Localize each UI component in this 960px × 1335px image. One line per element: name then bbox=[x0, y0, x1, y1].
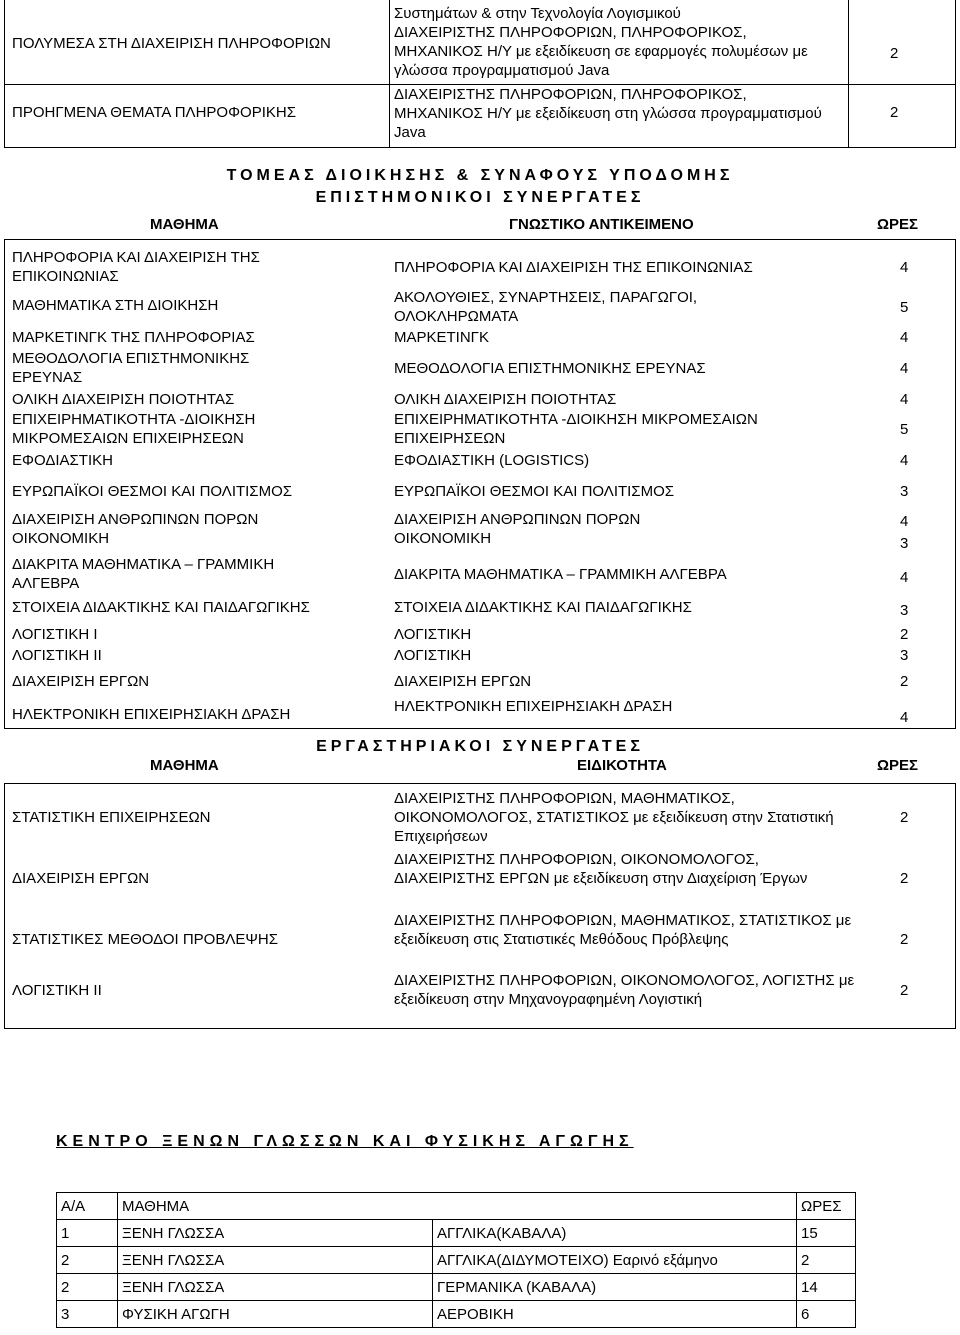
course-cell: ΟΛΙΚΗ ΔΙΑΧΕΙΡΙΣΗ ΠΟΙΟΤΗΤΑΣ bbox=[12, 391, 235, 408]
spec-cell: ΔΙΑΧΕΙΡΙΣΤΗΣ ΠΛΗΡΟΦΟΡΙΩΝ, ΟΙΚΟΝΟΜΟΛΟΓΟΣ, ΔΙΑΧΕΙΡΙΣΤΗΣ ΕΡΓΩΝ με εξειδίκευση στην Διαχείριση Έργων bbox=[394, 851, 808, 887]
col-header-hours: ΩΡΕΣ bbox=[877, 757, 919, 774]
course-cell: ΛΟΓΙΣΤΙΚΗ ΙΙ bbox=[12, 982, 102, 999]
subject-cell: ΟΛΙΚΗ ΔΙΑΧΕΙΡΙΣΗ ΠΟΙΟΤΗΤΑΣ bbox=[394, 391, 617, 408]
course-cell: ΛΟΓΙΣΤΙΚΗ ΙΙ bbox=[12, 647, 102, 664]
col-header-course: ΜΑΘΗΜΑ bbox=[150, 757, 219, 774]
subject-cell: ΜΑΡΚΕΤΙΝΓΚ bbox=[394, 329, 489, 346]
subject-cell: ΑΚΟΛΟΥΘΙΕΣ, ΣΥΝΑΡΤΗΣΕΙΣ, ΠΑΡΑΓΩΓΟΙ, ΟΛΟΚΛΗΡΩΜΑΤΑ bbox=[394, 289, 698, 325]
subject-cell: ΠΛΗΡΟΦΟΡΙΑ ΚΑΙ ΔΙΑΧΕΙΡΙΣΗ ΤΗΣ ΕΠΙΚΟΙΝΩΝΙΑΣ bbox=[394, 259, 753, 276]
col-header-num: Α/Α bbox=[57, 1193, 118, 1220]
border bbox=[4, 783, 956, 784]
lab-title: ΕΡΓΑΣΤΗΡΙΑΚΟΙ ΣΥΝΕΡΓΑΤΕΣ bbox=[316, 738, 644, 755]
border bbox=[4, 783, 5, 1029]
course-cell: ΜΑΘΗΜΑΤΙΚΑ ΣΤΗ ΔΙΟΙΚΗΣΗ bbox=[12, 297, 219, 314]
hours-cell: 2 bbox=[900, 870, 909, 887]
hours-cell: 3 bbox=[900, 535, 909, 552]
course-cell: ΗΛΕΚΤΡΟΝΙΚΗ ΕΠΙΧΕΙΡΗΣΙΑΚΗ ΔΡΑΣΗ bbox=[12, 706, 291, 723]
col-header-course: ΜΑΘΗΜΑ bbox=[118, 1193, 797, 1220]
subject-cell: ΔΙΑΚΡΙΤΑ ΜΑΘΗΜΑΤΙΚΑ – ΓΡΑΜΜΙΚΗ ΑΛΓΕΒΡΑ bbox=[394, 566, 727, 583]
course-cell: ΣΤΑΤΙΣΤΙΚΗ ΕΠΙΧΕΙΡΗΣΕΩΝ bbox=[12, 809, 211, 826]
detail-cell: ΑΕΡΟΒΙΚΗ bbox=[433, 1301, 797, 1328]
course-cell: ΕΦΟΔΙΑΣΤΙΚΗ bbox=[12, 452, 113, 469]
table-row bbox=[57, 1247, 856, 1274]
subject-cell: ΛΟΓΙΣΤΙΚΗ bbox=[394, 647, 472, 664]
table-header-row bbox=[57, 1193, 856, 1220]
course-cell: ΞΕΝΗ ΓΛΩΣΣΑ bbox=[118, 1274, 433, 1301]
hours-cell: 4 bbox=[900, 360, 909, 377]
spec-cell: ΔΙΑΧΕΙΡΙΣΤΗΣ ΠΛΗΡΟΦΟΡΙΩΝ, ΜΑΘΗΜΑΤΙΚΟΣ, ΣΤΑΤΙΣΤΙΚΟΣ με εξειδίκευση στις Στατιστικές Μεθόδους Πρόβλεψης bbox=[394, 912, 852, 948]
hours-cell: 4 bbox=[900, 259, 909, 276]
course-cell: ΔΙΑΧΕΙΡΙΣΗ ΑΝΘΡΩΠΙΝΩΝ ΠΟΡΩΝ bbox=[12, 511, 259, 528]
course-cell: ΜΑΡΚΕΤΙΝΓΚ ΤΗΣ ΠΛΗΡΟΦΟΡΙΑΣ bbox=[12, 329, 255, 346]
course-cell: ΛΟΓΙΣΤΙΚΗ Ι bbox=[12, 626, 98, 643]
hours-cell: 2 bbox=[797, 1247, 856, 1274]
hours-cell: 4 bbox=[900, 709, 909, 726]
subject-cell: ΟΙΚΟΝΟΜΙΚΗ bbox=[394, 530, 492, 547]
detail-cell: ΑΓΓΛΙΚΑ(ΔΙΔΥΜΟΤΕΙΧΟ) Εαρινό εξάμηνο bbox=[433, 1247, 797, 1274]
table-row bbox=[57, 1274, 856, 1301]
hours-cell: 2 bbox=[900, 809, 909, 826]
border bbox=[4, 239, 956, 240]
col-header-spec: ΕΙΔΙΚΟΤΗΤΑ bbox=[577, 757, 667, 774]
course-cell: ΠΟΛΥΜΕΣΑ ΣΤΗ ΔΙΑΧΕΙΡΙΣΗ ΠΛΗΡΟΦΟΡΙΩΝ bbox=[12, 35, 331, 52]
hours-cell: 4 bbox=[900, 513, 909, 530]
subject-cell: ΗΛΕΚΤΡΟΝΙΚΗ ΕΠΙΧΕΙΡΗΣΙΑΚΗ ΔΡΑΣΗ bbox=[394, 698, 673, 715]
spec-cell: ΔΙΑΧΕΙΡΙΣΤΗΣ ΠΛΗΡΟΦΟΡΙΩΝ, ΠΛΗΡΟΦΟΡΙΚΟΣ, ΜΗΧΑΝΙΚΟΣ Η/Υ με εξειδίκευση στη γλώσσα προγραμματισμού Java bbox=[394, 86, 822, 141]
border bbox=[955, 239, 956, 729]
course-cell: ΔΙΑΧΕΙΡΙΣΗ ΕΡΓΩΝ bbox=[12, 673, 150, 690]
course-cell: ΜΕΘΟΔΟΛΟΓΙΑ ΕΠΙΣΤΗΜΟΝΙΚΗΣ ΕΡΕΥΝΑΣ bbox=[12, 350, 250, 386]
border bbox=[4, 147, 956, 148]
hours-cell: 2 bbox=[900, 626, 909, 643]
num-cell: 1 bbox=[57, 1220, 118, 1247]
hours-cell: 4 bbox=[900, 569, 909, 586]
border bbox=[4, 239, 5, 729]
table-row bbox=[57, 1301, 856, 1328]
detail-cell: ΑΓΓΛΙΚΑ(ΚΑΒΑΛΑ) bbox=[433, 1220, 797, 1247]
border bbox=[955, 783, 956, 1029]
hours-cell: 4 bbox=[900, 329, 909, 346]
col-header-hours: ΩΡΕΣ bbox=[797, 1193, 856, 1220]
course-cell: ΞΕΝΗ ΓΛΩΣΣΑ bbox=[118, 1220, 433, 1247]
spec-cell: ΔΙΑΧΕΙΡΙΣΤΗΣ ΠΛΗΡΟΦΟΡΙΩΝ, ΟΙΚΟΝΟΜΟΛΟΓΟΣ, ΛΟΓΙΣΤΗΣ με εξειδίκευση στην Μηχανογραφημένη Λογιστική bbox=[394, 972, 855, 1008]
subject-cell: ΜΕΘΟΔΟΛΟΓΙΑ ΕΠΙΣΤΗΜΟΝΙΚΗΣ ΕΡΕΥΝΑΣ bbox=[394, 360, 706, 377]
col-header-course: ΜΑΘΗΜΑ bbox=[150, 216, 219, 233]
hours-cell: 3 bbox=[900, 647, 909, 664]
detail-cell: ΓΕΡΜΑΝΙΚΑ (ΚΑΒΑΛΑ) bbox=[433, 1274, 797, 1301]
course-cell: ΔΙΑΧΕΙΡΙΣΗ ΕΡΓΩΝ bbox=[12, 870, 150, 887]
course-cell: ΔΙΑΚΡΙΤΑ ΜΑΘΗΜΑΤΙΚΑ – ΓΡΑΜΜΙΚΗ ΑΛΓΕΒΡΑ bbox=[12, 556, 275, 592]
course-cell: ΕΠΙΧΕΙΡΗΜΑΤΙΚΟΤΗΤΑ -ΔΙΟΙΚΗΣΗ ΜΙΚΡΟΜΕΣΑΙΩΝ ΕΠΙΧΕΙΡΗΣΕΩΝ bbox=[12, 411, 256, 447]
spec-cell: Συστημάτων & στην Τεχνολογία Λογισμικού bbox=[394, 5, 681, 22]
hours-cell: 3 bbox=[900, 483, 909, 500]
sector-title: ΤΟΜΕΑΣ ΔΙΟΙΚΗΣΗΣ & ΣΥΝΑΦΟΥΣ ΥΠΟΔΟΜΗΣ bbox=[226, 167, 734, 184]
border bbox=[389, 0, 390, 148]
course-cell: ΠΡΟΗΓΜΕΝΑ ΘΕΜΑΤΑ ΠΛΗΡΟΦΟΡΙΚΗΣ bbox=[12, 104, 297, 121]
hours-cell: 2 bbox=[890, 104, 899, 121]
subject-cell: ΕΦΟΔΙΑΣΤΙΚΗ (LOGISTICS) bbox=[394, 452, 590, 469]
course-cell: ΕΥΡΩΠΑΪΚΟΙ ΘΕΣΜΟΙ ΚΑΙ ΠΟΛΙΤΙΣΜΟΣ bbox=[12, 483, 293, 500]
num-cell: 2 bbox=[57, 1274, 118, 1301]
hours-cell: 3 bbox=[900, 602, 909, 619]
num-cell: 2 bbox=[57, 1247, 118, 1274]
hours-cell: 6 bbox=[797, 1301, 856, 1328]
subject-cell: ΕΠΙΧΕΙΡΗΜΑΤΙΚΟΤΗΤΑ -ΔΙΟΙΚΗΣΗ ΜΙΚΡΟΜΕΣΑΙΩΝ ΕΠΙΧΕΙΡΗΣΕΩΝ bbox=[394, 411, 758, 447]
spec-cell: ΔΙΑΧΕΙΡΙΣΤΗΣ ΠΛΗΡΟΦΟΡΙΩΝ, ΠΛΗΡΟΦΟΡΙΚΟΣ, ΜΗΧΑΝΙΚΟΣ Η/Υ με εξειδίκευση σε εφαρμογές πολυμέσων με γλώσσα προγραμματισμού Java bbox=[394, 24, 808, 79]
hours-cell: 15 bbox=[797, 1220, 856, 1247]
subject-cell: ΣΤΟΙΧΕΙΑ ΔΙΔΑΚΤΙΚΗΣ ΚΑΙ ΠΑΙΔΑΓΩΓΙΚΗΣ bbox=[394, 599, 692, 616]
subject-cell: ΔΙΑΧΕΙΡΙΣΗ ΕΡΓΩΝ bbox=[394, 673, 532, 690]
hours-cell: 2 bbox=[900, 931, 909, 948]
num-cell: 3 bbox=[57, 1301, 118, 1328]
hours-cell: 2 bbox=[890, 45, 899, 62]
course-cell: ΞΕΝΗ ΓΛΩΣΣΑ bbox=[118, 1247, 433, 1274]
course-cell: ΟΙΚΟΝΟΜΙΚΗ bbox=[12, 530, 110, 547]
border bbox=[955, 0, 956, 148]
hours-cell: 14 bbox=[797, 1274, 856, 1301]
spec-cell: ΔΙΑΧΕΙΡΙΣΤΗΣ ΠΛΗΡΟΦΟΡΙΩΝ, ΜΑΘΗΜΑΤΙΚΟΣ, ΟΙΚΟΝΟΜΟΛΟΓΟΣ, ΣΤΑΤΙΣΤΙΚΟΣ με εξειδίκευση στην Στατιστική Επιχειρήσεων bbox=[394, 790, 834, 845]
hours-cell: 2 bbox=[900, 673, 909, 690]
table-row bbox=[57, 1220, 856, 1247]
course-cell: ΣΤΑΤΙΣΤΙΚΕΣ ΜΕΘΟΔΟΙ ΠΡΟΒΛΕΨΗΣ bbox=[12, 931, 278, 948]
languages-table bbox=[56, 1192, 856, 1328]
col-header-hours: ΩΡΕΣ bbox=[877, 216, 919, 233]
hours-cell: 4 bbox=[900, 391, 909, 408]
border bbox=[4, 1028, 956, 1029]
subject-cell: ΔΙΑΧΕΙΡΙΣΗ ΑΝΘΡΩΠΙΝΩΝ ΠΟΡΩΝ bbox=[394, 511, 641, 528]
hours-cell: 4 bbox=[900, 452, 909, 469]
hours-cell: 5 bbox=[900, 299, 909, 316]
subject-cell: ΕΥΡΩΠΑΪΚΟΙ ΘΕΣΜΟΙ ΚΑΙ ΠΟΛΙΤΙΣΜΟΣ bbox=[394, 483, 675, 500]
sector-subtitle: ΕΠΙΣΤΗΜΟΝΙΚΟΙ ΣΥΝΕΡΓΑΤΕΣ bbox=[315, 189, 645, 206]
hours-cell: 5 bbox=[900, 421, 909, 438]
languages-title: ΚΕΝΤΡΟ ΞΕΝΩΝ ΓΛΩΣΣΩΝ ΚΑΙ ΦΥΣΙΚΗΣ ΑΓΩΓΗΣ bbox=[56, 1133, 634, 1150]
course-cell: ΠΛΗΡΟΦΟΡΙΑ ΚΑΙ ΔΙΑΧΕΙΡΙΣΗ ΤΗΣ ΕΠΙΚΟΙΝΩΝΙΑΣ bbox=[12, 249, 260, 285]
course-cell: ΣΤΟΙΧΕΙΑ ΔΙΔΑΚΤΙΚΗΣ ΚΑΙ ΠΑΙΔΑΓΩΓΙΚΗΣ bbox=[12, 599, 310, 616]
border bbox=[848, 0, 849, 148]
col-header-subject: ΓΝΩΣΤΙΚΟ ΑΝΤΙΚΕΙΜΕΝΟ bbox=[509, 216, 694, 233]
hours-cell: 2 bbox=[900, 982, 909, 999]
border bbox=[4, 728, 956, 729]
subject-cell: ΛΟΓΙΣΤΙΚΗ bbox=[394, 626, 472, 643]
border bbox=[4, 0, 5, 148]
course-cell: ΦΥΣΙΚΗ ΑΓΩΓΗ bbox=[118, 1301, 433, 1328]
